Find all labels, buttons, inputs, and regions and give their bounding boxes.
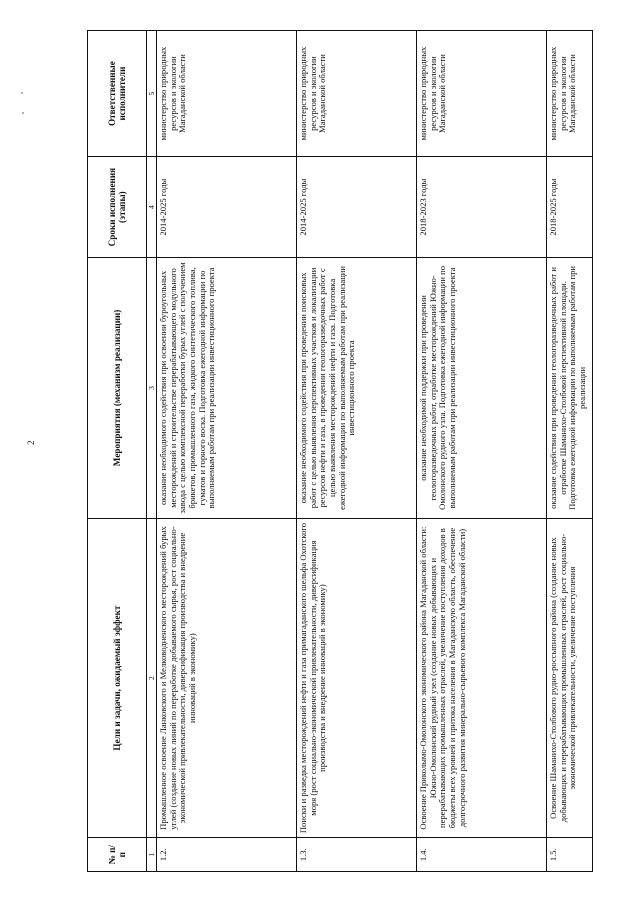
header-responsible: Ответственные исполнители [88, 31, 147, 157]
header-number: № п/п [88, 838, 147, 872]
page-number: 2 [26, 440, 36, 445]
row-goal: Поиски и разведка месторождений нефти и газа примагаданского шельфа Охотского моря (рост социально-экономической привлекательности, диверсификация производства и внедрение инноваций в экономику) [297, 518, 417, 838]
column-number: 4 [147, 157, 157, 258]
row-measure: оказание необходимого содействия при проведении поисковых работ с целью выявления перспективных участков и локализации ресурсов нефти и газа, в проведении геологоразведочных работ с целью выявления месторождений нефти и газа. Подготовка ежегодной информации по выполняемым работам при реализации инвестиционного проекта [297, 258, 417, 519]
row-responsible: министерство природных ресурсов и экологии Магаданской области [547, 31, 593, 157]
header-terms: Сроки исполнения (этапы) [88, 157, 147, 258]
row-responsible: министерство природных ресурсов и экологии Магаданской области [157, 31, 297, 157]
scan-speck [22, 112, 24, 114]
table-header-row [88, 31, 147, 872]
scan-speck [21, 92, 23, 94]
table-row [157, 31, 297, 872]
row-term: 2018-2023 годы [417, 157, 547, 258]
row-term: 2014-2025 годы [297, 157, 417, 258]
measures-table [87, 30, 593, 872]
column-number: 3 [147, 258, 157, 519]
row-term: 2014-2025 годы [157, 157, 297, 258]
column-number: 1 [147, 838, 157, 872]
row-number: 1.4. [417, 838, 547, 872]
row-goal: Освоение Приколымо-Омолонского экономического района Магаданской области: Южно-Омолонский рудный узел (создание новых добывающих и перерабатывающих промышленных отраслей, увеличение поступления доходов в бюджеты всех уровней и притока населения в Магаданскую область, обеспечение долгосрочного развития минерально-сырьевого комплекса Магаданской области) [417, 518, 547, 838]
row-term: 2018-2025 годы [547, 157, 593, 258]
column-number: 2 [147, 518, 157, 838]
row-number: 1.3. [297, 838, 417, 872]
header-goals: Цели и задачи, ожидаемый эффект [88, 518, 147, 838]
row-measure: оказание необходимого содействия при освоении буроугольных месторождений и строительстве перерабатывающего модульного завода с целью комплексной переработки бурых углей с получением брикетов, промышленного газа, жидкого синтетического топлива, гуматов и горного воска. Подготовка ежегодной информации по выполняемым работам при реализации инвестиционного проекта [157, 258, 297, 519]
row-measure: оказание содействия при проведении геологоразведочных работ и отработке Шаманихо-Столбовой перспективной площади. Подготовка ежегодной информации по выполняемым работам при реализации [547, 258, 593, 519]
row-measure: оказание необходимой поддержки при проведении геологоразведочных работ, отработке месторождений Южно-Омолонского рудного узла. Подготовка ежегодной информации по выполняемым работам при реализации инвестиционного проекта [417, 258, 547, 519]
row-goal: Промышленное освоение Ланковского и Мелководненского месторождений бурых углей (создание новых линий по переработке добываемого сырья, рост социально-экономической привлекательности, диверсификация производства и внедрение инноваций в экономику) [157, 518, 297, 838]
table-row [297, 31, 417, 872]
rotated-table-page [87, 30, 593, 872]
row-responsible: министерство природных ресурсов и экологии Магаданской области [417, 31, 547, 157]
table-row [417, 31, 547, 872]
table-row [547, 31, 593, 872]
header-measures: Мероприятия (механизм реализации) [88, 258, 147, 519]
column-number-row [147, 31, 157, 872]
column-number: 5 [147, 31, 157, 157]
row-responsible: министерство природных ресурсов и экологии Магаданской области [297, 31, 417, 157]
row-number: 1.5. [547, 838, 593, 872]
row-number: 1.2. [157, 838, 297, 872]
row-goal: Освоение Шаманихо-Столбового рудно-россыпного района (создание новых добывающих и перерабатывающих промышленных отраслей, рост социально-экономической привлекательности, увеличение поступления [547, 518, 593, 838]
